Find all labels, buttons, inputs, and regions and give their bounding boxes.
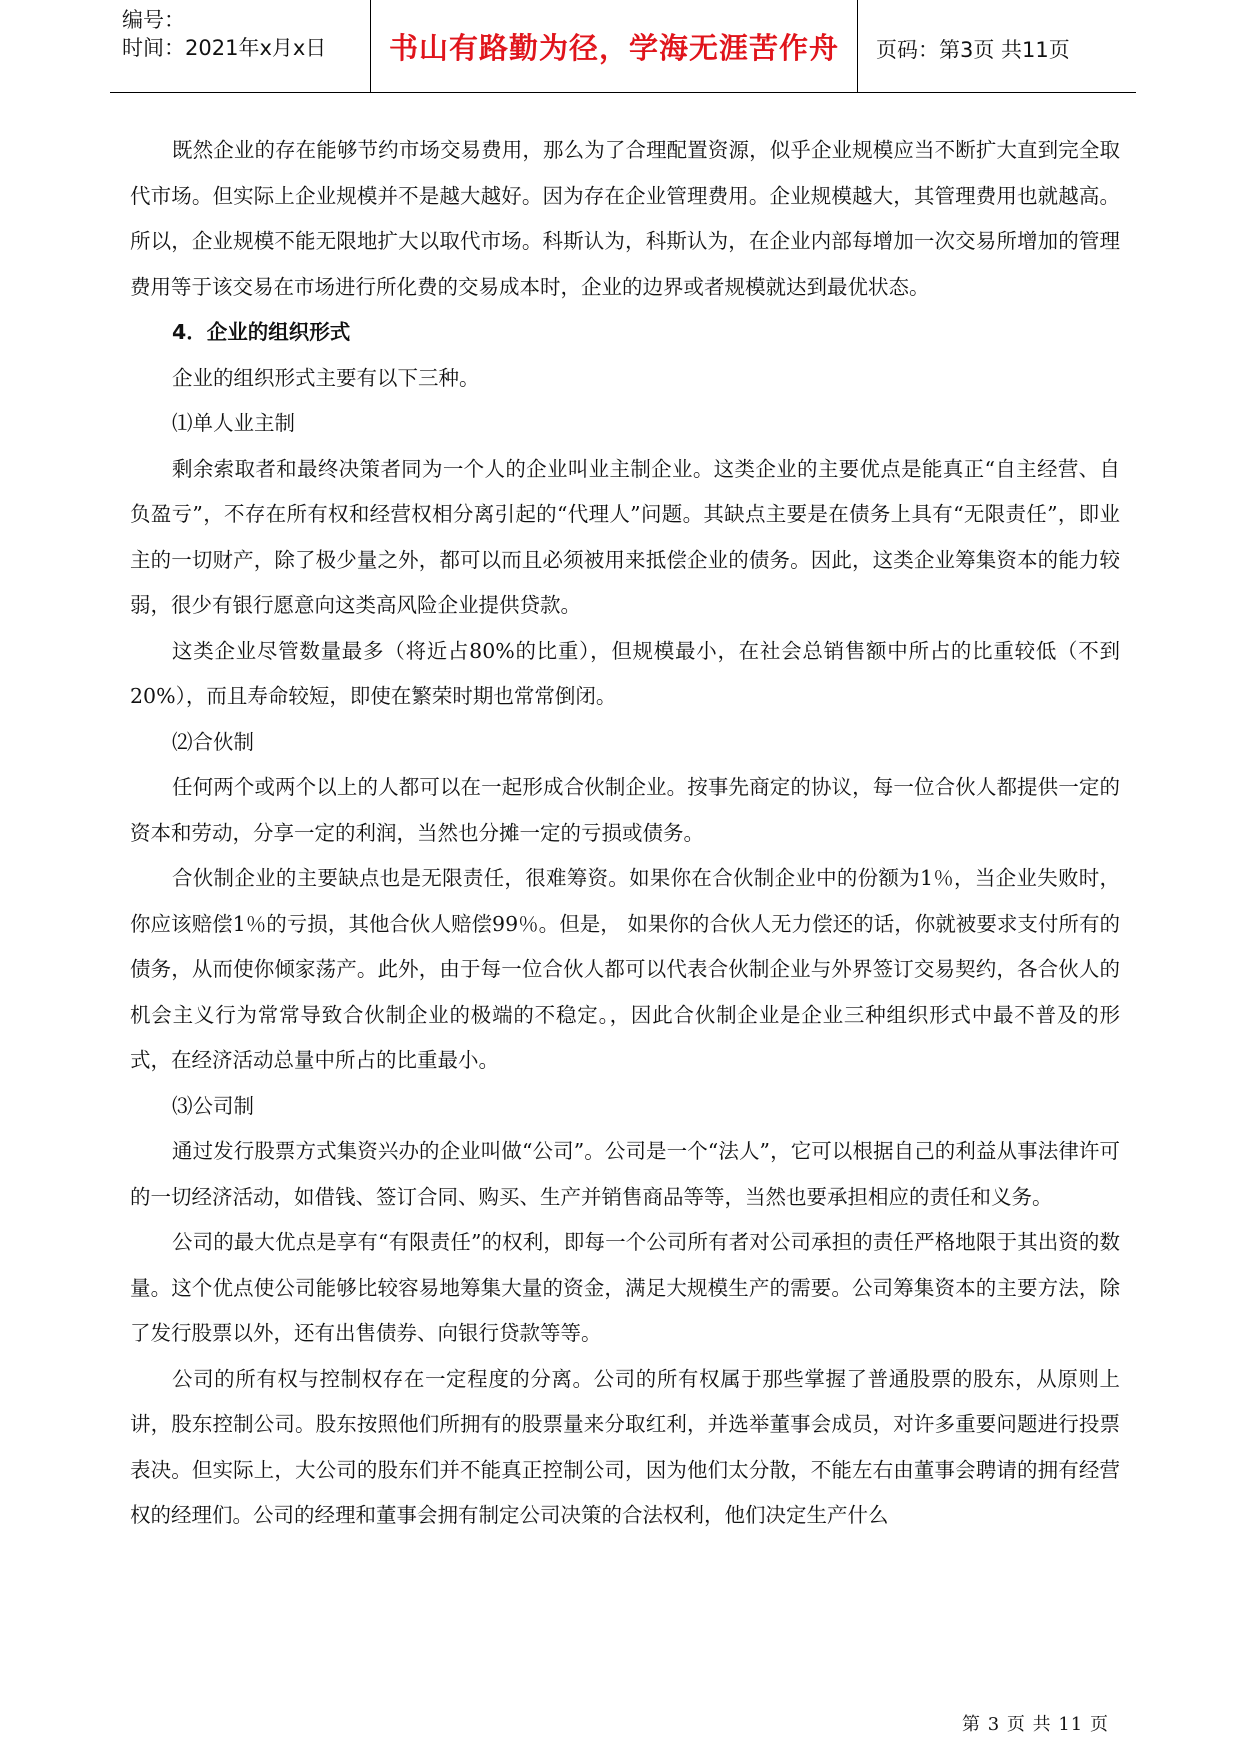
- section-heading: 4．企业的组织形式: [172, 320, 351, 344]
- paragraph: 剩余索取者和最终决策者同为一个人的企业叫业主制企业。这类企业的主要优点是能真正“自主经营、自负盈亏”，不存在所有权和经营权相分离引起的“代理人”问题。其缺点主要是在债务上具有“无限责任”，即业主的一切财产，除了极少量之外，都可以而且必须被用来抵偿企业的债务。因此，这类企业筹集资本的能力较弱，很少有银行愿意向这类高风险企业提供贷款。: [130, 456, 1120, 617]
- subsection-heading: ⑶公司制: [172, 1093, 254, 1118]
- document-date: 时间：2021年x月x日: [122, 36, 327, 60]
- paragraph: 既然企业的存在能够节约市场交易费用，那么为了合理配置资源，似乎企业规模应当不断扩大直到完全取代市场。但实际上企业规模并不是越大越好。因为存在企业管理费用。企业规模越大，其管理费用也就越高。所以，企业规模不能无限地扩大以取代市场。科斯认为，科斯认为，在企业内部每增加一次交易所增加的管理费用等于该交易在市场进行所化费的交易成本时，企业的边界或者规模就达到最优状态。: [130, 138, 1120, 299]
- paragraph: 任何两个或两个以上的人都可以在一起形成合伙制企业。按事先商定的协议，每一位合伙人都提供一定的资本和劳动，分享一定的利润，当然也分摊一定的亏损或债务。: [130, 775, 1120, 845]
- header-motto-cell: [370, 0, 858, 92]
- subsection-heading: ⑴单人业主制: [172, 411, 295, 435]
- subsection-heading: ⑵合伙制: [172, 729, 254, 754]
- paragraph: 这类企业尽管数量最多（将近占80%的比重），但规模最小，在社会总销售额中所占的比重较低（不到20%），而且寿命较短，即使在繁荣时期也常常倒闭。: [130, 638, 1120, 708]
- header-motto: 书山有路勤为径，学海无涯苦作舟: [388, 31, 839, 65]
- header-page-number: 页码：第3页 共11页: [876, 38, 1070, 62]
- paragraph: 企业的组织形式主要有以下三种。: [172, 365, 480, 390]
- paragraph: 通过发行股票方式集资兴办的企业叫做“公司”。公司是一个“法人”，它可以根据自己的利益从事法律许可的一切经济活动，如借钱、签订合同、购买、生产并销售商品等等，当然也要承担相应的责任和义务。: [130, 1139, 1120, 1209]
- page-footer: 第 3 页 共 11 页: [962, 1714, 1109, 1735]
- paragraph: 公司的所有权与控制权存在一定程度的分离。公司的所有权属于那些掌握了普通股票的股东，从原则上讲，股东控制公司。股东按照他们所拥有的股票量来分取红利，并选举董事会成员，对许多重要问题进行投票表决。但实际上，大公司的股东们并不能真正控制公司，因为他们太分散，不能左右由董事会聘请的拥有经营权的经理们。公司的经理和董事会拥有制定公司决策的合法权利，他们决定生产什么: [130, 1366, 1120, 1527]
- header-meta: [110, 0, 370, 92]
- paragraph: 公司的最大优点是享有“有限责任”的权利，即每一个公司所有者对公司承担的责任严格地限于其出资的数量。这个优点使公司能够比较容易地筹集大量的资金，满足大规模生产的需要。公司筹集资本的主要方法，除了发行股票以外，还有出售债券、向银行贷款等等。: [130, 1230, 1120, 1345]
- document-number-label: 编号：: [122, 8, 185, 32]
- header-page-cell: [858, 0, 1136, 92]
- paragraph: 合伙制企业的主要缺点也是无限责任，很难筹资。如果你在合伙制企业中的份额为1％，当企业失败时，你应该赔偿1％的亏损，其他合伙人赔偿99％。但是， 如果你的合伙人无力偿还的话，你就被要求支付所有的债务，从而使你倾家荡产。此外，由于每一位合伙人都可以代表合伙制企业与外界签订交易契约，各合伙人的机会主义行为常常导致合伙制企业的极端的不稳定。，因此合伙制企业是企业三种组织形式中最不普及的形式，在经济活动总量中所占的比重最小。: [130, 866, 1120, 1072]
- page-header: [110, 0, 1136, 93]
- document-body: [130, 128, 1120, 1539]
